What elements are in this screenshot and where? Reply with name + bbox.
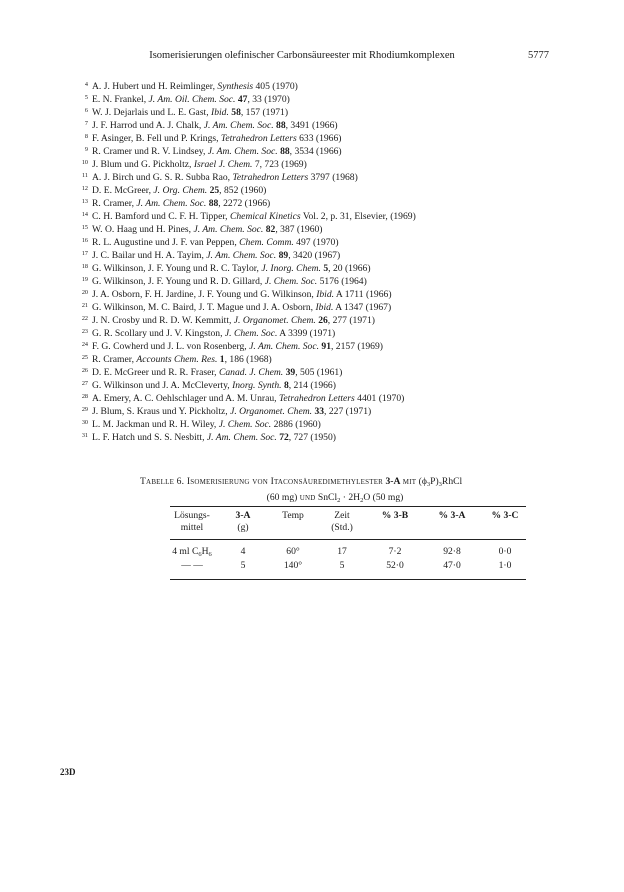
reference-segment: J. Am. Chem. Soc. — [206, 250, 277, 261]
reference-item — [78, 340, 578, 353]
reference-segment: L. F. Hatch und S. S. Nesbitt, — [92, 432, 207, 443]
reference-number: 20 — [81, 289, 88, 296]
reference-segment: Tetrahedron Letters — [220, 133, 297, 144]
reference-number: 16 — [81, 237, 88, 244]
reference-segment: J. A. Osborn, F. H. Jardine, J. F. Young und G. Wilkinson, — [92, 289, 317, 300]
reference-segment: J. Organomet. Chem. — [230, 406, 313, 417]
reference-list — [78, 80, 578, 444]
reference-item — [78, 93, 578, 106]
reagent-part-c: RhCl — [441, 476, 463, 487]
reference-text — [92, 132, 341, 145]
reference-segment: D. E. McGreer und R. R. Fraser, — [92, 367, 219, 378]
reference-segment: 4401 (1970) — [354, 393, 405, 404]
reference-segment: 88 — [276, 120, 286, 131]
reference-segment: , 2272 (1966) — [218, 198, 271, 209]
reagent-part-a: (ϕ — [418, 476, 427, 487]
caption-reagent — [419, 476, 463, 487]
reference-text — [92, 145, 342, 158]
reference-segment: , 20 (1966) — [328, 263, 371, 274]
page-number: 5777 — [528, 50, 549, 61]
reference-segment: J. Chem. Soc. — [264, 276, 318, 287]
reference-item — [78, 158, 578, 171]
reference-text — [92, 366, 342, 379]
reference-segment: 5 — [323, 263, 329, 274]
solvent-part: — — — [181, 560, 203, 571]
header-line-1: 3-A — [235, 510, 251, 521]
reference-segment: E. N. Frankel, — [92, 94, 149, 105]
reference-number: 31 — [81, 432, 88, 439]
reference-item — [78, 288, 578, 301]
reference-segment: R. Cramer, — [92, 198, 137, 209]
reference-text — [92, 405, 371, 418]
table-cell: 52·0 — [386, 560, 404, 571]
reference-segment: F. Asinger, B. Fell und P. Krings, — [92, 133, 221, 144]
reference-segment: 88 — [208, 198, 219, 209]
reference-number: 12 — [81, 185, 88, 192]
reference-item — [78, 327, 578, 340]
table-cell: 92·8 — [443, 546, 461, 557]
reference-segment: J. Blum, S. Kraus und Y. Pickholtz, — [92, 406, 231, 417]
table-cell: 7·2 — [388, 546, 402, 557]
reference-segment: Ibid. — [316, 289, 335, 300]
reference-segment: 497 (1970) — [293, 237, 339, 248]
reference-segment: 58 — [231, 107, 241, 118]
reference-text — [92, 171, 358, 184]
table-top-rule — [170, 506, 526, 507]
reference-text — [92, 379, 336, 392]
reference-segment: J. Am. Chem. Soc. — [207, 146, 278, 157]
reference-segment: F. G. Cowherd und J. L. von Rosenberg, — [92, 341, 250, 352]
reference-number: 6 — [84, 107, 88, 114]
reference-segment: A. J. Hubert und H. Reimlinger, — [92, 81, 218, 92]
reference-text — [92, 119, 338, 132]
reference-text — [92, 93, 290, 106]
reference-text — [92, 340, 383, 353]
solvent-part: 6 — [198, 551, 202, 558]
header-line-1: % 3-B — [381, 510, 409, 521]
reference-text — [92, 353, 272, 366]
table-cell: 5 — [240, 560, 246, 571]
caption-amount-a: (60 mg) — [266, 492, 298, 503]
reference-number: 27 — [81, 380, 88, 387]
reference-item — [78, 314, 578, 327]
reference-number: 7 — [84, 120, 88, 127]
reference-segment: G. Wilkinson, J. F. Young und R. C. Taylor, — [92, 263, 262, 274]
reference-number: 23 — [81, 328, 88, 335]
reference-segment: Tetrahedron Letters — [232, 172, 309, 183]
header-line-1: % 3-A — [438, 510, 466, 521]
reference-segment: J. C. Bailar und H. A. Tayim, — [92, 250, 207, 261]
reference-segment: L. M. Jackman und R. H. Wiley, — [92, 419, 219, 430]
table-cell: 4 — [240, 546, 246, 557]
reference-number: 25 — [81, 354, 88, 361]
reference-item — [78, 431, 578, 444]
reference-number: 22 — [81, 315, 88, 322]
reference-segment: Canad. J. Chem. — [218, 367, 284, 378]
table-cell: 17 — [337, 546, 347, 557]
reference-segment: , 214 (1966) — [288, 380, 336, 391]
reference-segment: Inorg. Synth. — [232, 380, 282, 391]
reference-item — [78, 132, 578, 145]
reference-segment: J. Am. Chem. Soc. — [206, 432, 277, 443]
reference-segment: J. Blum und G. Pickholtz, — [92, 159, 194, 170]
reference-segment: J. Am. Chem. Soc. — [136, 198, 207, 209]
reference-number: 21 — [81, 302, 88, 309]
reference-number: 9 — [84, 146, 88, 153]
reference-segment: 8 — [283, 380, 289, 391]
reference-text — [92, 262, 371, 275]
table-caption — [140, 475, 570, 507]
reference-number: 4 — [84, 81, 88, 88]
reference-text — [92, 301, 391, 314]
reference-segment: A 1711 (1966) — [334, 289, 392, 300]
reference-number: 30 — [81, 419, 88, 426]
reference-segment: J. Organomet. Chem. — [233, 315, 316, 326]
reference-item — [78, 197, 578, 210]
reference-text — [92, 80, 298, 93]
reference-text — [92, 197, 270, 210]
reference-segment: G. Wilkinson, M. C. Baird, J. T. Mague und J. A. Osborn, — [92, 302, 316, 313]
reference-segment: Ibid. — [315, 302, 334, 313]
reference-item — [78, 106, 578, 119]
reference-number: 19 — [81, 276, 88, 283]
running-header — [0, 50, 624, 66]
reference-segment: , 277 (1971) — [327, 315, 375, 326]
reference-segment: J. Am. Chem. Soc. — [193, 224, 264, 235]
reference-segment: R. Cramer und R. V. Lindsey, — [92, 146, 208, 157]
reference-segment: W. J. Dejarlais und L. E. Gast, — [92, 107, 212, 118]
reference-text — [92, 210, 416, 223]
reference-number: 17 — [81, 250, 88, 257]
reference-text — [92, 314, 375, 327]
table-caption-line-1 — [140, 475, 570, 491]
reference-segment: 89 — [278, 250, 289, 261]
cocatalyst-part-c: · 2H — [342, 492, 361, 503]
table-bottom-rule — [170, 579, 526, 580]
solvent-part: H — [201, 546, 209, 557]
reference-segment: 1 — [219, 354, 225, 365]
reference-segment: D. E. McGreer, — [92, 185, 154, 196]
reagent-sub-a: 3 — [426, 481, 431, 488]
reference-text — [92, 249, 340, 262]
header-line-1: Zeit — [334, 510, 350, 521]
reference-text — [92, 431, 336, 444]
reference-segment: J. Chem. Soc. — [224, 328, 278, 339]
reference-item — [78, 249, 578, 262]
reference-segment: , 2157 (1969) — [331, 341, 383, 352]
reference-text — [92, 288, 392, 301]
reference-segment: , 387 (1960) — [275, 224, 323, 235]
table-header-cell — [465, 510, 545, 522]
caption-mit: mit — [402, 476, 417, 487]
reference-segment: , 3534 (1966) — [289, 146, 342, 157]
table-header-rule — [170, 539, 526, 540]
reference-number: 24 — [81, 341, 88, 348]
reference-segment: G. Wilkinson, J. F. Young und R. D. Gillard, — [92, 276, 265, 287]
reference-segment: Chem. Comm. — [239, 237, 294, 248]
table-caption-line-2 — [140, 491, 570, 507]
cocatalyst-part-d: O (50 mg) — [363, 492, 404, 503]
reference-segment: 7, 723 (1969) — [252, 159, 307, 170]
table-cell: 140° — [283, 560, 303, 571]
reference-segment: J. Chem. Soc. — [218, 419, 272, 430]
solvent-part: 4 ml C — [172, 546, 199, 557]
reference-segment: Vol. 2, p. 31, Elsevier, (1969) — [300, 211, 416, 222]
reference-segment: , 186 (1968) — [224, 354, 272, 365]
reference-segment: R. Cramer, — [92, 354, 137, 365]
reference-segment: A. Emery, A. C. Oehlschlager und A. M. Unrau, — [92, 393, 279, 404]
reference-segment: Israel J. Chem. — [193, 159, 253, 170]
reference-text — [92, 327, 335, 340]
caption-und: und — [299, 492, 316, 503]
reference-segment: J. Inorg. Chem. — [261, 263, 321, 274]
reference-segment: 5176 (1964) — [317, 276, 367, 287]
cocatalyst-sub-b: 2 — [337, 497, 341, 504]
table-cell: 0·0 — [498, 546, 512, 557]
reference-segment: , 727 (1950) — [288, 432, 336, 443]
reference-segment: Ibid. — [211, 107, 229, 118]
running-title: Isomerisierungen olefinischer Carbonsäureester mit Rhodiumkomplexen — [149, 50, 455, 61]
table-header — [170, 510, 526, 536]
reference-segment: A 3399 (1971) — [277, 328, 336, 339]
reference-segment: J. Am. Chem. Soc. — [249, 341, 319, 352]
reference-segment: Accounts Chem. Res. — [136, 354, 218, 365]
reference-segment: , 505 (1961) — [295, 367, 343, 378]
header-line-2: (Std.) — [331, 522, 353, 533]
reference-segment: W. O. Haag und H. Pines, — [92, 224, 194, 235]
reference-segment: J. F. Harrod und A. J. Chalk, — [92, 120, 204, 131]
reference-segment: A. J. Birch und G. S. R. Subba Rao, — [92, 172, 233, 183]
reference-item — [78, 236, 578, 249]
reference-number: 28 — [81, 393, 88, 400]
reagent-sub-b: 3 — [438, 481, 442, 488]
table-cell: 5 — [339, 560, 345, 571]
reference-item — [78, 366, 578, 379]
reference-segment: J. Am. Chem. Soc. — [203, 120, 274, 131]
reference-segment: 33 — [314, 406, 325, 417]
reference-text — [92, 106, 288, 119]
reference-segment: , 227 (1971) — [324, 406, 372, 417]
reference-text — [92, 275, 367, 288]
reference-item — [78, 184, 578, 197]
reference-segment: 91 — [321, 341, 331, 352]
reference-item — [78, 379, 578, 392]
table-cell: 47·0 — [443, 560, 461, 571]
signature-mark: 23D — [60, 767, 76, 777]
reference-number: 13 — [81, 198, 88, 205]
header-line-2: mittel — [180, 522, 204, 533]
header-line-1: Lösungs- — [174, 510, 210, 521]
reference-segment: 88 — [280, 146, 290, 157]
caption-compound: 3-A — [385, 476, 401, 487]
reference-segment: G. R. Scollary und J. V. Kingston, — [92, 328, 225, 339]
reference-item — [78, 171, 578, 184]
reference-item — [78, 223, 578, 236]
reference-text — [92, 418, 321, 431]
reference-segment: R. L. Augustine und J. F. van Peppen, — [92, 237, 240, 248]
reference-segment: 47 — [237, 94, 248, 105]
reference-item — [78, 119, 578, 132]
reference-segment: 633 (1966) — [296, 133, 342, 144]
reference-item — [78, 405, 578, 418]
cocatalyst-sub-c: 2 — [360, 497, 364, 504]
reference-segment: , 33 (1970) — [247, 94, 290, 105]
solvent-part: 6 — [208, 551, 212, 558]
cocatalyst-part-b: SnCl — [317, 492, 338, 503]
reference-segment: J. N. Crosby und R. D. W. Kemmitt, — [92, 315, 234, 326]
reference-number: 18 — [81, 263, 88, 270]
table-body — [170, 546, 526, 576]
reference-segment: 405 (1970) — [253, 81, 298, 92]
reference-segment: 72 — [279, 432, 289, 443]
reference-segment: Synthesis — [217, 81, 254, 92]
reference-segment: , 3491 (1966) — [285, 120, 338, 131]
reference-segment: , 852 (1960) — [219, 185, 267, 196]
reference-segment: A 1347 (1967) — [333, 302, 392, 313]
reference-item — [78, 392, 578, 405]
reference-segment: Tetrahedron Letters — [278, 393, 355, 404]
reference-segment: 39 — [285, 367, 296, 378]
reference-text — [92, 158, 307, 171]
reference-number: 10 — [81, 159, 88, 166]
table-cell: 1·0 — [498, 560, 512, 571]
reference-segment: Chemical Kinetics — [229, 211, 301, 222]
reference-segment: 82 — [265, 224, 276, 235]
reagent-part-b: P) — [430, 476, 439, 487]
reference-text — [92, 223, 323, 236]
reference-item — [78, 301, 578, 314]
reference-segment: C. H. Bamford und C. F. H. Tipper, — [92, 211, 230, 222]
reference-item — [78, 418, 578, 431]
reference-item — [78, 275, 578, 288]
header-line-2: (g) — [237, 522, 249, 533]
reference-segment: , 157 (1971) — [240, 107, 289, 118]
table-cell: 60° — [286, 546, 300, 557]
reference-segment: J. Org. Chem. — [153, 185, 208, 196]
reference-number: 5 — [84, 94, 88, 101]
header-line-1: Temp — [282, 510, 304, 521]
reference-segment: G. Wilkinson und J. A. McCleverty, — [92, 380, 233, 391]
reference-number: 29 — [81, 406, 88, 413]
reference-item — [78, 210, 578, 223]
reference-item — [78, 145, 578, 158]
reference-text — [92, 184, 266, 197]
reference-segment: J. Am. Oil. Chem. Soc. — [148, 94, 236, 105]
reference-segment: 3797 (1968) — [308, 172, 358, 183]
reference-text — [92, 236, 339, 249]
caption-prefix: Tabelle 6. Isomerisierung von Itaconsäuredimethylester — [140, 476, 384, 487]
reference-segment: 26 — [318, 315, 328, 326]
reference-segment: , 3420 (1967) — [288, 250, 341, 261]
reference-segment: 2886 (1960) — [271, 419, 321, 430]
reference-item — [78, 80, 578, 93]
reference-item — [78, 262, 578, 275]
reference-segment: 25 — [209, 185, 220, 196]
reference-number: 26 — [81, 367, 88, 374]
caption-cocatalyst — [318, 492, 403, 503]
reference-item — [78, 353, 578, 366]
reference-number: 8 — [84, 133, 88, 140]
reference-number: 11 — [82, 172, 88, 179]
reference-text — [92, 392, 404, 405]
reference-number: 14 — [81, 211, 88, 218]
header-line-1: % 3-C — [491, 510, 519, 521]
reference-number: 15 — [81, 224, 88, 231]
